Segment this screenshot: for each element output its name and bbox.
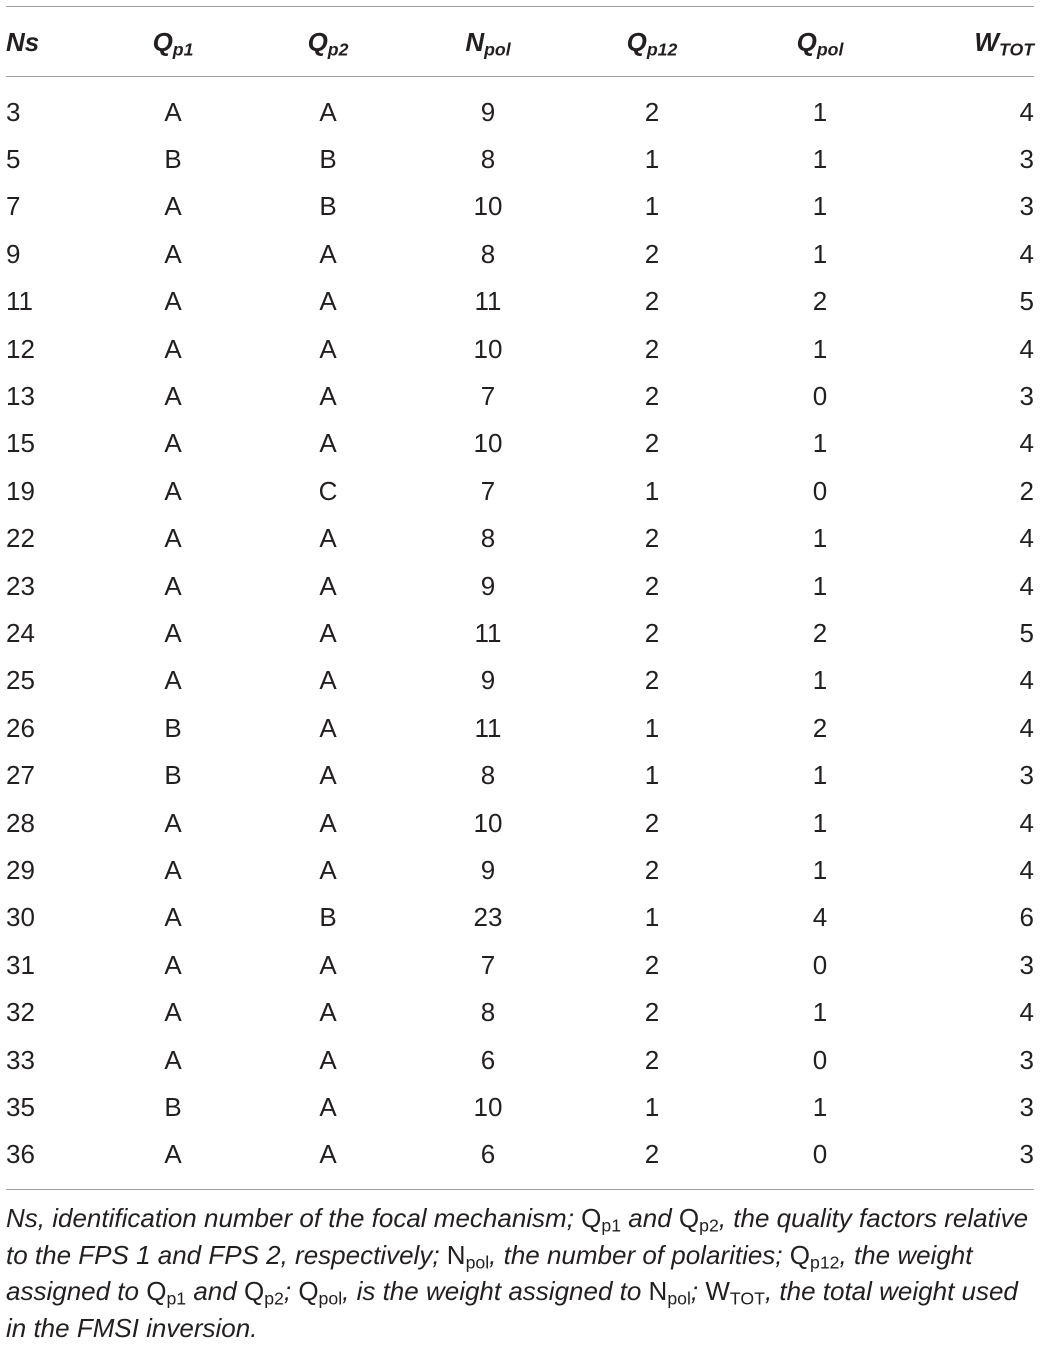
cell-qp1: A xyxy=(164,997,182,1028)
cell-qp2: A xyxy=(319,854,337,885)
cell-qp2: A xyxy=(319,333,337,364)
cell-qp2: A xyxy=(319,570,337,601)
cell-wtot: 3 xyxy=(1019,949,1034,980)
cell-npol: 10 xyxy=(473,1091,503,1122)
header-spacer xyxy=(6,76,1034,88)
cell-qp1: A xyxy=(164,1139,182,1170)
cell-qp12: 2 xyxy=(644,286,660,317)
cell-qp2: A xyxy=(319,997,337,1028)
table-body xyxy=(6,88,1034,1178)
cell-qpol: 1 xyxy=(812,96,828,127)
cell-qp1: A xyxy=(164,665,182,696)
cell-qp2: A xyxy=(319,96,337,127)
cell-qp12: 2 xyxy=(644,238,660,269)
cell-qp2: A xyxy=(319,523,337,554)
cell-npol: 9 xyxy=(480,96,496,127)
cell-qp1: A xyxy=(164,381,182,412)
cell-wtot: 3 xyxy=(1019,381,1034,412)
cell-qpol: 1 xyxy=(812,665,828,696)
cell-qp12: 2 xyxy=(644,949,660,980)
cell-ns: 30 xyxy=(6,902,35,933)
cell-npol: 8 xyxy=(480,238,496,269)
cell-qp1: A xyxy=(164,191,182,222)
cell-qp12: 2 xyxy=(644,1139,660,1170)
cell-qp1: A xyxy=(164,96,182,127)
cell-qp1: A xyxy=(164,902,182,933)
cell-npol: 9 xyxy=(480,665,496,696)
header-row xyxy=(6,8,1034,76)
cell-npol: 7 xyxy=(480,949,496,980)
cell-wtot: 3 xyxy=(1019,1139,1034,1170)
cell-qpol: 1 xyxy=(812,428,828,459)
table-row xyxy=(6,1083,1034,1130)
cell-wtot: 3 xyxy=(1019,1091,1034,1122)
cell-qp2: A xyxy=(319,1139,337,1170)
cell-qp12: 2 xyxy=(644,381,660,412)
cell-wtot: 4 xyxy=(1019,428,1034,459)
table-row xyxy=(6,230,1034,277)
table-row xyxy=(6,941,1034,988)
cell-wtot: 4 xyxy=(1019,96,1034,127)
cell-qp1: B xyxy=(164,760,182,791)
cell-qp1: A xyxy=(164,617,182,648)
col-header-qp1: $Q_{p1}$ xyxy=(152,27,194,60)
cell-npol: 6 xyxy=(480,1044,496,1075)
table-row xyxy=(6,515,1034,562)
cell-qp1: A xyxy=(164,854,182,885)
table-footnote: Ns, identification number of the focal mechanism; $Q_{p1}$ and $Q_{p2}$, the quality factors relative to the FPS 1 and FPS 2, respectively; $N_{pol}$, the number of polarities; $Q_{p12}$, the weight assigned to $Q_{p1}$ and $Q_{p2}$; $Q_{pol}$, is the weight assigned to $N_{pol}$; $W_{TOT}$, the total weight used in the FMSI inversion. xyxy=(6,1203,1029,1343)
cell-qp12: 2 xyxy=(644,665,660,696)
cell-qp1: A xyxy=(164,949,182,980)
cell-wtot: 6 xyxy=(1019,902,1034,933)
cell-qp2: A xyxy=(319,617,337,648)
cell-ns: 3 xyxy=(6,96,21,127)
cell-qp2: A xyxy=(319,381,337,412)
cell-qp1: A xyxy=(164,1044,182,1075)
cell-qpol: 1 xyxy=(812,807,828,838)
cell-ns: 11 xyxy=(6,286,33,317)
cell-qp2: C xyxy=(318,475,338,506)
cell-qpol: 1 xyxy=(812,570,828,601)
cell-qp12: 1 xyxy=(644,1091,660,1122)
cell-npol: 8 xyxy=(480,523,496,554)
cell-qp2: A xyxy=(319,1091,337,1122)
table-row xyxy=(6,609,1034,656)
cell-wtot: 4 xyxy=(1019,238,1034,269)
cell-qp2: A xyxy=(319,286,337,317)
cell-qp12: 2 xyxy=(644,807,660,838)
cell-qp2: A xyxy=(319,428,337,459)
cell-qp12: 1 xyxy=(644,902,660,933)
table-row xyxy=(6,562,1034,609)
table-row xyxy=(6,751,1034,798)
table-row xyxy=(6,183,1034,230)
cell-qp2: A xyxy=(319,1044,337,1075)
cell-wtot: 4 xyxy=(1019,997,1034,1028)
cell-qp2: A xyxy=(319,949,337,980)
cell-npol: 10 xyxy=(473,428,503,459)
cell-qpol: 1 xyxy=(812,1091,828,1122)
cell-wtot: 4 xyxy=(1019,333,1034,364)
cell-ns: 29 xyxy=(6,854,35,885)
cell-npol: 8 xyxy=(480,760,496,791)
cell-npol: 7 xyxy=(480,475,496,506)
cell-qp12: 1 xyxy=(644,760,660,791)
table-row xyxy=(6,372,1034,419)
cell-qp2: A xyxy=(319,238,337,269)
cell-ns: 7 xyxy=(6,191,21,222)
cell-qp12: 2 xyxy=(644,333,660,364)
cell-wtot: 2 xyxy=(1019,475,1034,506)
col-header-ns: Ns xyxy=(6,27,40,57)
cell-qpol: 0 xyxy=(812,475,828,506)
cell-ns: 23 xyxy=(6,570,35,601)
cell-qpol: 1 xyxy=(812,854,828,885)
cell-wtot: 4 xyxy=(1019,807,1034,838)
cell-qp12: 2 xyxy=(644,1044,660,1075)
cell-wtot: 3 xyxy=(1019,191,1034,222)
cell-npol: 8 xyxy=(480,997,496,1028)
cell-npol: 6 xyxy=(480,1139,496,1170)
cell-qp12: 2 xyxy=(644,997,660,1028)
cell-wtot: 5 xyxy=(1019,617,1034,648)
cell-npol: 10 xyxy=(473,191,503,222)
cell-qp12: 2 xyxy=(644,96,660,127)
cell-qpol: 2 xyxy=(812,712,828,743)
cell-qp1: A xyxy=(164,428,182,459)
cell-qp12: 1 xyxy=(644,475,660,506)
cell-qpol: 1 xyxy=(812,523,828,554)
table-row xyxy=(6,657,1034,704)
cell-wtot: 4 xyxy=(1019,665,1034,696)
col-header-qp2: $Q_{p2}$ xyxy=(307,27,349,60)
cell-ns: 35 xyxy=(6,1091,35,1122)
table-row xyxy=(6,467,1034,514)
table-header xyxy=(6,8,1034,88)
cell-qp1: B xyxy=(164,712,182,743)
cell-qp1: A xyxy=(164,333,182,364)
cell-qpol: 1 xyxy=(812,144,828,175)
table-row xyxy=(6,1131,1034,1178)
cell-qpol: 0 xyxy=(812,381,828,412)
cell-qp12: 1 xyxy=(644,712,660,743)
cell-qp2: A xyxy=(319,712,337,743)
cell-wtot: 5 xyxy=(1019,286,1034,317)
col-header-qp12: $Q_{p12}$ xyxy=(626,27,678,60)
cell-ns: 5 xyxy=(6,144,21,175)
cell-qpol: 1 xyxy=(812,191,828,222)
cell-ns: 31 xyxy=(6,949,35,980)
cell-ns: 12 xyxy=(6,333,35,364)
cell-ns: 33 xyxy=(6,1044,35,1075)
cell-npol: 8 xyxy=(480,144,496,175)
cell-qpol: 1 xyxy=(812,333,828,364)
cell-ns: 13 xyxy=(6,381,35,412)
table-row xyxy=(6,88,1034,135)
cell-qpol: 1 xyxy=(812,238,828,269)
cell-qp2: B xyxy=(319,902,337,933)
cell-ns: 24 xyxy=(6,617,35,648)
cell-qpol: 0 xyxy=(812,949,828,980)
table-row xyxy=(6,704,1034,751)
cell-qp1: A xyxy=(164,475,182,506)
cell-wtot: 3 xyxy=(1019,144,1034,175)
cell-ns: 25 xyxy=(6,665,35,696)
cell-ns: 15 xyxy=(6,428,35,459)
cell-qp12: 2 xyxy=(644,428,660,459)
cell-qp2: A xyxy=(319,760,337,791)
cell-qp1: B xyxy=(164,144,182,175)
cell-wtot: 4 xyxy=(1019,854,1034,885)
table-row xyxy=(6,135,1034,182)
cell-qp1: A xyxy=(164,286,182,317)
cell-qp1: B xyxy=(164,1091,182,1122)
cell-wtot: 4 xyxy=(1019,712,1034,743)
cell-qp2: B xyxy=(319,191,337,222)
cell-qp1: A xyxy=(164,523,182,554)
cell-qp1: A xyxy=(164,238,182,269)
cell-qpol: 0 xyxy=(812,1139,828,1170)
table-row xyxy=(6,1036,1034,1083)
cell-qpol: 1 xyxy=(812,760,828,791)
cell-ns: 32 xyxy=(6,997,35,1028)
cell-qp1: A xyxy=(164,570,182,601)
table-row xyxy=(6,325,1034,372)
cell-qpol: 1 xyxy=(812,997,828,1028)
cell-qp12: 2 xyxy=(644,523,660,554)
cell-wtot: 3 xyxy=(1019,1044,1034,1075)
cell-wtot: 4 xyxy=(1019,570,1034,601)
top-rule xyxy=(6,6,1034,7)
col-header-wtot: $W_{TOT}$ xyxy=(974,27,1034,60)
cell-ns: 28 xyxy=(6,807,35,838)
table-row xyxy=(6,278,1034,325)
cell-npol: 9 xyxy=(480,854,496,885)
cell-qpol: 4 xyxy=(812,902,828,933)
cell-ns: 27 xyxy=(6,760,35,791)
cell-ns: 19 xyxy=(6,475,35,506)
cell-npol: 10 xyxy=(473,333,503,364)
table-row xyxy=(6,846,1034,893)
table-row xyxy=(6,799,1034,846)
table-row xyxy=(6,894,1034,941)
col-header-npol: $N_{pol}$ xyxy=(465,27,511,60)
cell-ns: 36 xyxy=(6,1139,35,1170)
data-table xyxy=(6,8,1034,1178)
cell-qp2: B xyxy=(319,144,337,175)
col-header-qpol: $Q_{pol}$ xyxy=(796,27,844,60)
cell-ns: 26 xyxy=(6,712,35,743)
cell-npol: 10 xyxy=(473,807,503,838)
cell-qp12: 1 xyxy=(644,191,660,222)
cell-npol: 11 xyxy=(474,286,502,317)
cell-qp2: A xyxy=(319,665,337,696)
cell-qp12: 2 xyxy=(644,617,660,648)
cell-qp12: 1 xyxy=(644,144,660,175)
table-row xyxy=(6,988,1034,1035)
cell-npol: 11 xyxy=(474,617,502,648)
cell-npol: 23 xyxy=(473,902,503,933)
cell-qpol: 2 xyxy=(812,617,828,648)
table-row xyxy=(6,420,1034,467)
cell-wtot: 4 xyxy=(1019,523,1034,554)
cell-qpol: 2 xyxy=(812,286,828,317)
cell-qp12: 2 xyxy=(644,854,660,885)
cell-qp2: A xyxy=(319,807,337,838)
cell-ns: 22 xyxy=(6,523,35,554)
cell-npol: 9 xyxy=(480,570,496,601)
cell-ns: 9 xyxy=(6,238,21,269)
bottom-rule xyxy=(6,1189,1034,1190)
cell-wtot: 3 xyxy=(1019,760,1034,791)
cell-qpol: 0 xyxy=(812,1044,828,1075)
cell-qp1: A xyxy=(164,807,182,838)
cell-npol: 7 xyxy=(480,381,496,412)
cell-npol: 11 xyxy=(474,712,502,743)
cell-qp12: 2 xyxy=(644,570,660,601)
